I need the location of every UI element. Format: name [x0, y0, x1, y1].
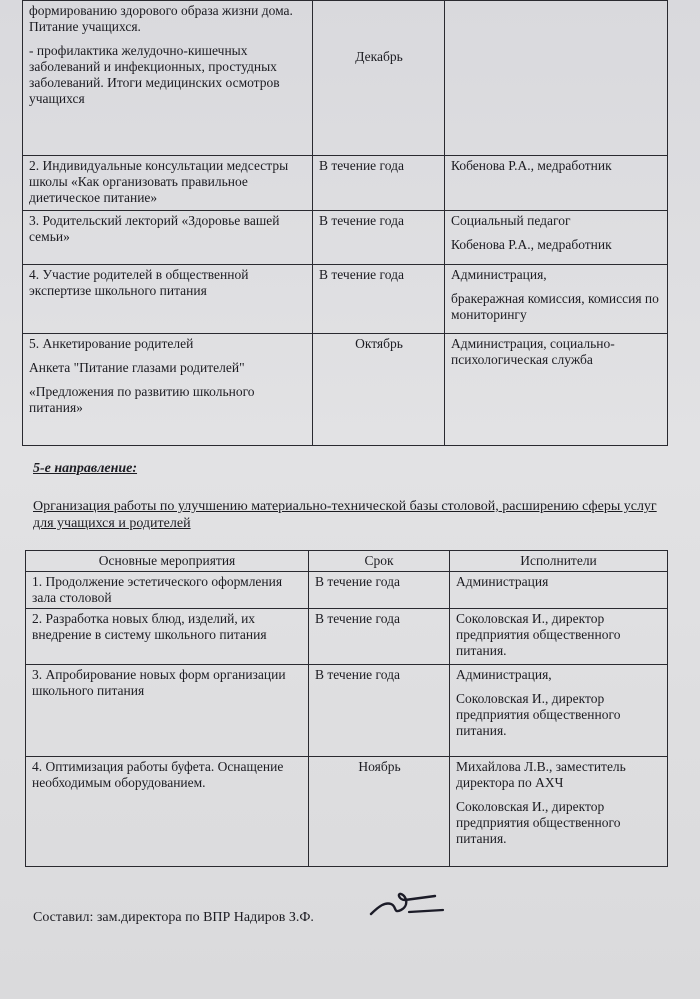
event-cell: [23, 211, 313, 265]
event-text: 4. Участие родителей в общественной экспертизе школьного питания: [29, 267, 249, 298]
executors-cell: [450, 572, 668, 609]
event-text: формированию здорового образа жизни дома. Питание учащихся.: [29, 3, 293, 34]
executor-text: Администрация,: [456, 667, 552, 682]
table-row: [23, 156, 668, 211]
term-cell: [309, 665, 450, 757]
event-text: 3. Родительский лекторий «Здоровье вашей семьи»: [29, 213, 280, 244]
executor-text: Кобенова Р.А., медработник: [451, 158, 612, 173]
header-events: Основные мероприятия: [26, 551, 309, 572]
executors-cell: [445, 265, 668, 334]
event-cell: [26, 572, 309, 609]
term-text: В течение года: [319, 213, 404, 228]
event-text: Анкета "Питание глазами родителей": [29, 360, 245, 375]
term-text: Декабрь: [355, 49, 403, 64]
executor-text: Соколовская И., директор предприятия общественного питания.: [456, 611, 621, 658]
table-row: [23, 334, 668, 446]
executors-cell: [450, 609, 668, 665]
term-cell: [309, 609, 450, 665]
term-cell: [313, 1, 445, 156]
term-text: В течение года: [315, 574, 400, 589]
header-executors: Исполнители: [450, 551, 668, 572]
table-row: [26, 665, 668, 757]
event-text: 4. Оптимизация работы буфета. Оснащение необходимым оборудованием.: [32, 759, 284, 790]
table-header-row: [26, 551, 668, 572]
executors-cell: [445, 156, 668, 211]
table-row: [23, 211, 668, 265]
header-term: Срок: [309, 551, 450, 572]
executor-text: Соколовская И., директор предприятия общественного питания.: [456, 799, 621, 846]
executor-text: Кобенова Р.А., медработник: [451, 237, 612, 252]
term-text: Ноябрь: [358, 759, 401, 774]
event-text: «Предложения по развитию школьного питания»: [29, 384, 255, 415]
event-text: 3. Апробирование новых форм организации школьного питания: [32, 667, 286, 698]
event-cell: [23, 156, 313, 211]
event-cell: [26, 757, 309, 867]
executors-cell: [445, 1, 668, 156]
term-text: В течение года: [319, 158, 404, 173]
term-cell: [313, 334, 445, 446]
executors-cell: [450, 757, 668, 867]
compiled-by-line: Составил: зам.директора по ВПР Надиров З.Ф.: [33, 910, 314, 925]
event-text: 2. Разработка новых блюд, изделий, их внедрение в систему школьного питания: [32, 611, 267, 642]
executor-text: бракеражная комиссия, комиссия по мониторингу: [451, 291, 659, 322]
direction-description: Организация работы по улучшению материально-технической базы столовой, расширению сферы услуг для учащихся и родителей: [33, 499, 657, 531]
term-text: В течение года: [315, 667, 400, 682]
executor-text: Социальный педагог: [451, 213, 571, 228]
term-text: Октябрь: [355, 336, 403, 351]
event-text: 1. Продолжение эстетического оформления зала столовой: [32, 574, 283, 605]
executor-text: Администрация: [456, 574, 549, 589]
events-table-direction-4: [22, 0, 668, 446]
executors-cell: [445, 334, 668, 446]
table-row: [26, 609, 668, 665]
executor-text: Администрация,: [451, 267, 547, 282]
event-cell: [26, 665, 309, 757]
term-cell: [313, 211, 445, 265]
event-cell: [23, 1, 313, 156]
direction-title: 5-е направление:: [33, 461, 138, 476]
event-text: 2. Индивидуальные консультации медсестры школы «Как организовать правильное диетическое питание»: [29, 158, 289, 205]
term-cell: [309, 572, 450, 609]
event-cell: [23, 265, 313, 334]
event-text: - профилактика желудочно-кишечных заболеваний и инфекционных, простудных заболеваний. Итоги медицинских осмотров учащихся: [29, 43, 280, 106]
executor-text: Михайлова Л.В., заместитель директора по АХЧ: [456, 759, 626, 790]
event-cell: [23, 334, 313, 446]
executors-cell: [450, 665, 668, 757]
handwritten-signature: [365, 880, 450, 925]
table-row: [23, 265, 668, 334]
term-cell: [309, 757, 450, 867]
term-cell: [313, 265, 445, 334]
executor-text: Администрация, социально-психологическая служба: [451, 336, 615, 367]
table-row: [26, 757, 668, 867]
event-text: 5. Анкетирование родителей: [29, 336, 194, 351]
table-row: [26, 572, 668, 609]
event-cell: [26, 609, 309, 665]
term-text: В течение года: [319, 267, 404, 282]
term-cell: [313, 156, 445, 211]
executors-cell: [445, 211, 668, 265]
term-text: В течение года: [315, 611, 400, 626]
table-row: [23, 1, 668, 156]
executor-text: Соколовская И., директор предприятия общественного питания.: [456, 691, 621, 738]
events-table-direction-5: [25, 550, 668, 867]
